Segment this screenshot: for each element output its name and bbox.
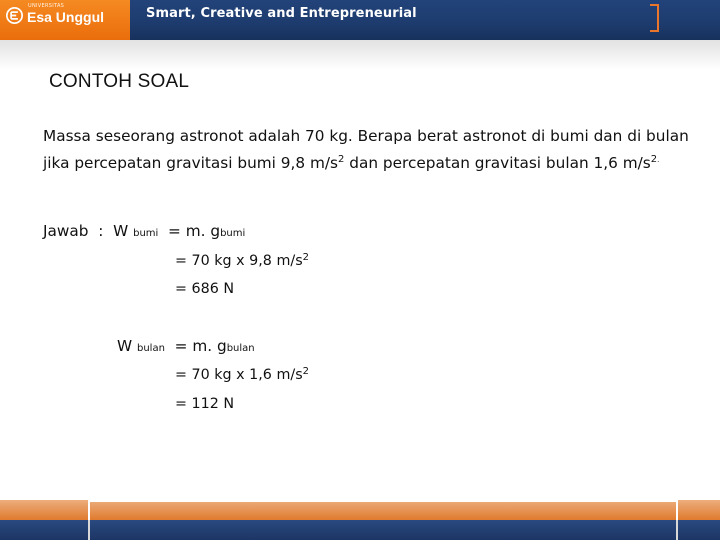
answer-bumi-line-1 bbox=[43, 222, 245, 240]
header-shadow bbox=[0, 40, 720, 70]
equation-start: = m. g bbox=[158, 222, 221, 240]
gravity-subscript: bulan bbox=[226, 343, 255, 354]
question-part-2: dan percepatan gravitasi bulan 1,6 m/s bbox=[344, 154, 651, 172]
calc-substitution: = 70 kg x 9,8 m/s bbox=[175, 253, 303, 269]
answer-label: Jawab : bbox=[43, 222, 114, 240]
weight-symbol: W bbox=[113, 222, 134, 240]
slide-title: CONTOH SOAL bbox=[49, 71, 190, 92]
calc-superscript: 2 bbox=[302, 252, 310, 263]
question-superscript-3: . bbox=[657, 156, 660, 164]
weight-symbol: W bbox=[117, 337, 137, 355]
header-bar bbox=[0, 0, 720, 40]
question-part-1: Massa seseorang astronot adalah 70 kg. Berapa berat astronot di bumi dan di bulan jika percepatan gravitasi bumi 9,8 m/s bbox=[43, 127, 689, 172]
weight-subscript: bulan bbox=[137, 343, 165, 354]
answer-bulan-result: = 112 N bbox=[175, 396, 235, 412]
header-frame-decoration bbox=[650, 4, 659, 32]
answer-bulan-line-1 bbox=[117, 337, 255, 355]
equation-start: = m. g bbox=[164, 337, 227, 355]
question-superscript-1: 2 bbox=[338, 154, 345, 165]
answer-bulan-line-2 bbox=[175, 366, 309, 383]
weight-subscript: bumi bbox=[133, 228, 159, 239]
logo bbox=[0, 0, 130, 40]
footer-blue-frame-decoration bbox=[88, 520, 678, 540]
calc-substitution: = 70 kg x 1,6 m/s bbox=[175, 367, 303, 383]
university-logo-icon bbox=[6, 7, 23, 24]
question-text bbox=[43, 124, 693, 175]
tagline: Smart, Creative and Entrepreneurial bbox=[146, 6, 417, 21]
logo-subtitle: UNIVERSITAS bbox=[28, 3, 65, 9]
question-superscript-2: 2 bbox=[650, 154, 658, 165]
answer-bumi-result: = 686 N bbox=[175, 281, 235, 297]
logo-name: Esa Unggul bbox=[27, 9, 105, 25]
answer-bumi-line-2 bbox=[175, 252, 309, 269]
calc-superscript: 2 bbox=[302, 366, 310, 377]
gravity-subscript: bumi bbox=[220, 228, 246, 239]
